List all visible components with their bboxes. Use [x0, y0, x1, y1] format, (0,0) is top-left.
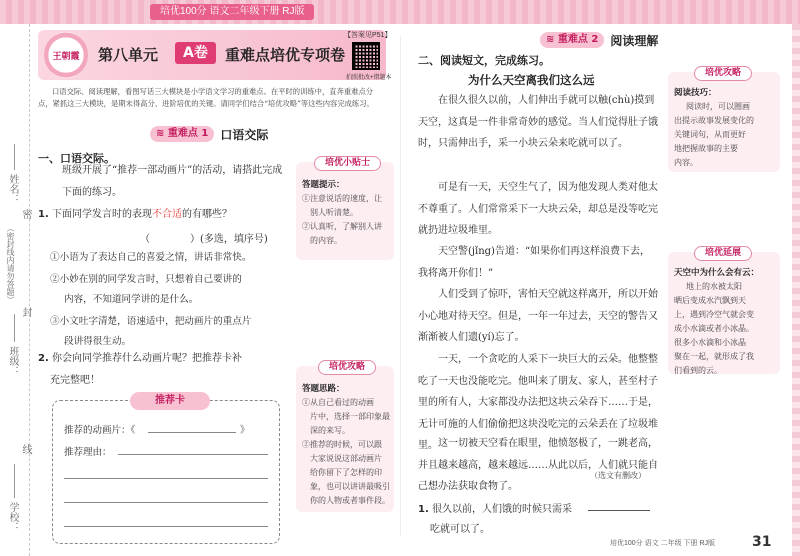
tip-box-4-line-2: 晒后变成水汽飘到天: [674, 296, 746, 305]
section-1-lead: 班级开展了“推荐一部动画片”的活动，请搭此完成下面的练习。: [62, 165, 283, 198]
section-1-title: 一、口语交际。: [38, 152, 115, 165]
name-line: [14, 144, 15, 170]
class-line: [14, 314, 15, 342]
key-point-2-title: 阅读理解: [610, 33, 659, 48]
intro-paragraph: 口语交际、阅读理解，看图写话三大模块是小学语文学习的重难点。在平时的训练中，直奔重难点分点，紧抓这三大模块，是期末得高分、进阶培优的关键。请同学们结合“培优攻略”等这些内容完成练习。: [38, 87, 374, 108]
tip-box-2-title: 培优攻略: [318, 360, 376, 375]
name-label: 姓名：: [7, 174, 18, 204]
key-point-1-header: [150, 126, 268, 142]
option-2: ②小妙在别的同学发言时，只想着自己要讲的: [50, 274, 242, 285]
tip-box-2-line-2: 片中，选择一部印象最: [310, 412, 390, 421]
option-1: ①小语为了表达自己的喜爱之情，讲话非常快。: [50, 252, 252, 263]
tip-box-3-line-2: 出提示故事发展变化的: [674, 116, 754, 125]
passage-paragraph-1: 在很久很久以前，人们伸出手就可以触(chù)摸到天空，这真是一件非常奇妙的感觉。当人们觉得肚子饿时，只需伸出手，采一小块云朵来吃就可以了。: [418, 95, 658, 149]
question-1-text-a: 下面同学发言时的表现: [51, 209, 152, 220]
card-reason-line-3[interactable]: [64, 502, 268, 503]
passage-paragraph-6: 这一切被天空看在眼里，他愤怒极了，一跳老高，并且越来越高，越来越远……从此以后，人们就只能自己想办法获取食物了。: [418, 438, 658, 492]
passage-paragraph-5: 一天，一个贪吃的人采下一块巨大的云朵。他整整吃了一天也没能吃完。他叫来了朋友、家人，甚至村子里的所有人，大家都没办法把这块云朵吞下……于是，无计可施的人们偷偷把这块没吃完的云朵丢在了垃圾堆里。: [418, 354, 658, 451]
passage-paragraph-2: 可是有一天，天空生气了，因为他发现人类对他太不尊重了。人们常常采下一大块云朵，却总是没等吃完就扔进垃圾堆里。: [418, 182, 658, 236]
card-cartoon-label-end: 》: [240, 425, 250, 436]
seal-char-2: 封: [20, 307, 31, 317]
unit-label: 第八单元: [98, 46, 159, 64]
banner-title: 重难点培优专项卷: [225, 46, 346, 64]
option-2-cont: 内容，不知道同学讲的是什么。: [64, 294, 199, 305]
question-2-number: 2.: [38, 353, 49, 364]
tip-box-1-line-4: 的内容。: [310, 236, 342, 245]
tip-box-2-line-6: 给你留下了怎样的印: [310, 468, 382, 477]
question-1-emphasis: 不合适: [151, 209, 182, 220]
passage-paragraph-4: 人们受到了惊吓，害怕天空就这样离开，所以开始小心地对待天空。但是，一年一年过去，天空的警告又渐渐被人们遗(yí)忘了。: [418, 289, 658, 343]
tip-box-2-line-8: 你的人物或者事件段。: [310, 496, 390, 505]
question-1-text-b: 的有哪些？: [181, 209, 232, 220]
answer-reference: 【答案见P51】: [344, 32, 392, 39]
tip-box-4-line-4: 成小水滴或者小冰晶。: [674, 324, 754, 333]
card-reason-line-2[interactable]: [64, 478, 268, 479]
card-cartoon-blank[interactable]: [148, 432, 236, 433]
binding-margin: [0, 24, 30, 556]
reading-passage-title: 为什么天空离我们这么远: [468, 73, 595, 87]
key-point-1-badge: ≋ 重难点 1: [150, 126, 214, 142]
qr-code-icon[interactable]: [352, 42, 380, 70]
key-point-2-badge: ≋ 重难点 2: [540, 32, 604, 48]
page-number: 31: [752, 534, 772, 550]
brand-logo-text: 王朝霞: [52, 51, 80, 62]
tip-box-3-line-5: 内容。: [674, 158, 698, 167]
unit-banner: [38, 30, 386, 80]
option-3: ③小文吐字清楚，语速适中，把动画片的重点片: [50, 316, 252, 327]
source-note: （选文有删改）: [590, 471, 646, 480]
seal-char-3: 线: [20, 444, 31, 454]
column-divider: [400, 36, 401, 536]
tip-box-1-title: 培优小贴士: [314, 156, 381, 171]
tip-box-1-line-2: 别人听清楚。: [310, 208, 358, 217]
question-2-text-cont: 充完整吧！: [50, 375, 100, 386]
tip-box-1-line-1: ①注意说话的速度，让: [302, 194, 382, 203]
recommendation-card-title: 推荐卡: [130, 392, 210, 410]
question-1-answer-blank[interactable]: （ ）(多选，填序号): [140, 234, 268, 245]
top-ribbon: [0, 0, 800, 24]
school-label: 学校：: [7, 502, 18, 532]
tip-box-2-line-1: ①从自己看过的动画: [302, 398, 374, 407]
reading-question-1-number: 1.: [418, 504, 429, 515]
passage-paragraph-3: 天空警(jǐng)告道：“如果你们再这样浪费下去，我将离开你们！”: [418, 246, 651, 279]
tip-box-4-line-1: 地上的水被太阳: [686, 282, 742, 291]
reading-question-1: [418, 500, 572, 515]
tip-box-1-subtitle: 答题提示：: [302, 180, 345, 190]
question-1-number: 1.: [38, 209, 49, 220]
tip-box-3-title: 培优攻略: [694, 66, 752, 81]
question-2-text: 你会向同学推荐什么动画片呢？把推荐卡补: [51, 353, 242, 364]
tip-box-4-line-5: 很多小水滴和小冰晶: [674, 338, 746, 347]
school-line: [14, 464, 15, 498]
volume-badge: A卷: [175, 42, 216, 64]
brand-logo: [44, 32, 88, 78]
tip-box-1-line-3: ②认真听，了解别人讲: [302, 222, 382, 231]
tip-box-4-subtitle: 天空中为什么会有云：: [674, 268, 760, 278]
qr-caption: 拍照批改+错题本: [346, 75, 392, 81]
tip-box-2-subtitle: 答题思路：: [302, 384, 345, 394]
tip-box-4-title: 培优延展: [694, 246, 752, 261]
seal-note: （密封线内请勿答题）: [6, 224, 15, 304]
tip-box-2-line-5: 大家说说这部动画片: [310, 454, 382, 463]
card-reason-line-1[interactable]: [118, 454, 268, 455]
key-point-1-title: 口语交际: [220, 127, 269, 142]
option-3-cont: 段讲得很生动。: [64, 336, 132, 347]
section-2-title: 二、阅读短文，完成练习。: [418, 54, 550, 67]
question-1: [38, 204, 298, 226]
tip-box-2-line-7: 象，也可以讲讲最吸引: [310, 482, 390, 491]
reading-question-1-blank[interactable]: [588, 510, 650, 511]
tip-box-3-line-3: 关键词句，从而更好: [674, 130, 746, 139]
tip-box-3-line-1: 阅读时，可以圈画: [686, 102, 750, 111]
ribbon-label: 培优100分 语文二年级下册 RJ版: [150, 4, 314, 20]
seal-char-1: 密: [20, 209, 31, 219]
card-reason-line-4[interactable]: [64, 526, 268, 527]
tip-box-2-line-3: 深的来写。: [310, 426, 350, 435]
tip-box-3-line-4: 地把握故事的主要: [674, 144, 738, 153]
tip-box-4-line-7: 们看到的云。: [674, 366, 722, 375]
footer-text: 培优100分 语文 二年级 下册 RJ版: [610, 540, 716, 547]
tip-box-4-line-3: 上，遇到冷空气就会变: [674, 310, 754, 319]
tip-box-4-line-6: 聚在一起，就形成了我: [674, 352, 754, 361]
reading-question-1-cont: 吃就可以了。: [430, 524, 490, 535]
key-point-2-header: [540, 32, 658, 48]
reading-question-1-text: 很久以前，人们饿的时候只需采: [431, 504, 572, 515]
right-decorative-edge: [792, 24, 800, 556]
class-label: 班级：: [7, 346, 18, 376]
card-cartoon-label: 推荐的动画片：《: [64, 425, 136, 436]
tip-box-3-subtitle: 阅读技巧：: [674, 88, 717, 98]
tip-box-2-line-4: ②推荐的时候，可以跟: [302, 440, 382, 449]
card-reason-label: 推荐理由：: [64, 447, 112, 458]
question-2: [38, 348, 298, 370]
